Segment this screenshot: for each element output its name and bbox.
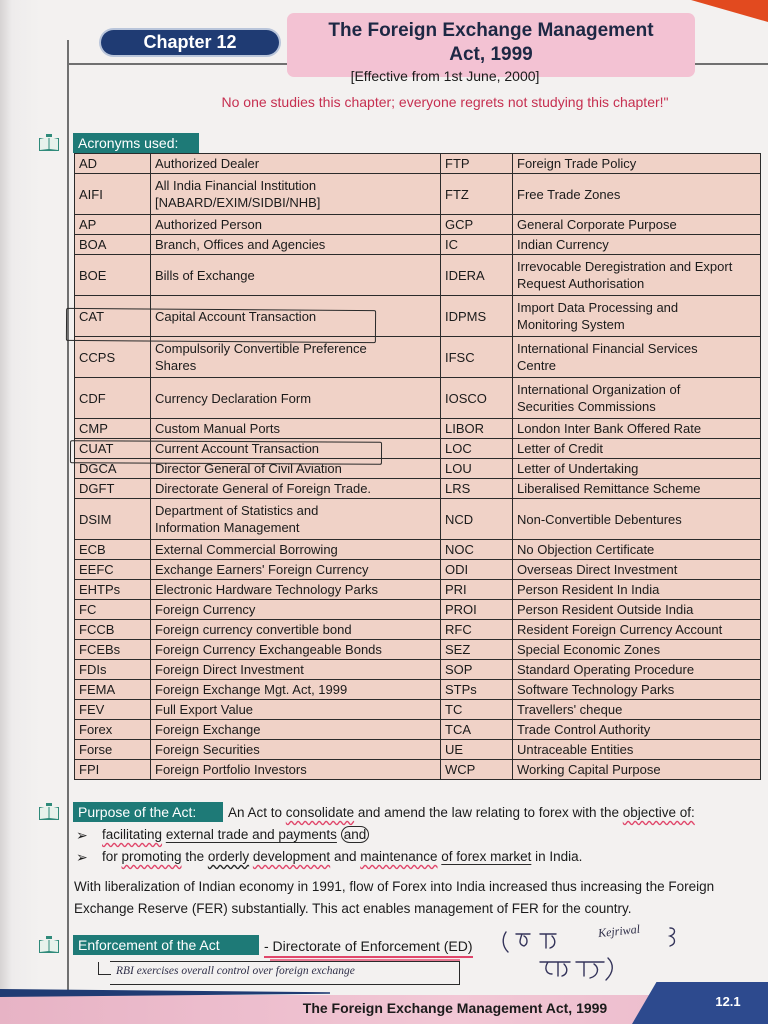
expansion-cell: Overseas Direct Investment [513, 560, 761, 579]
acronym-cell: FPI [75, 760, 151, 779]
expansion-cell: All India Financial Institution [NABARD/EXIM/SIDBI/NHB] [151, 174, 441, 214]
acronym-cell: AIFI [75, 174, 151, 214]
expansion-cell: International Organization of Securities Commissions [513, 378, 761, 418]
expansion-cell: No Objection Certificate [513, 540, 761, 559]
expansion-cell: Foreign currency convertible bond [151, 620, 441, 639]
expansion-cell: Custom Manual Ports [151, 419, 441, 438]
acronym-row [75, 640, 761, 660]
acronym-cell: FCEBs [75, 640, 151, 659]
expansion-cell: Foreign Direct Investment [151, 660, 441, 679]
acronym-cell: Forse [75, 740, 151, 759]
acronym-row [75, 620, 761, 640]
expansion-cell: Compulsorily Convertible Preference Shares [151, 337, 441, 377]
text-segment: for [102, 849, 122, 864]
acronym-cell: CCPS [75, 337, 151, 377]
acronym-cell: FDIs [75, 660, 151, 679]
chapter-tagline: No one studies this chapter; everyone regrets not studying this chapter!" [221, 94, 669, 110]
expansion-cell: Untraceable Entities [513, 740, 761, 759]
acronyms-label: Acronyms used: [73, 133, 199, 153]
acronym-cell: ODI [441, 560, 513, 579]
annotated-text: orderly [207, 849, 250, 864]
expansion-cell: Capital Account Transaction [151, 296, 441, 336]
effective-date: [Effective from 1st June, 2000] [350, 68, 540, 84]
expansion-cell: Indian Currency [513, 235, 761, 254]
expansion-cell: Import Data Processing and Monitoring System [513, 296, 761, 336]
acronym-cell: AD [75, 154, 151, 173]
acronym-row [75, 540, 761, 560]
expansion-cell: Foreign Portfolio Investors [151, 760, 441, 779]
acronym-row [75, 720, 761, 740]
pen-box-annotation [70, 440, 382, 465]
acronym-cell: RFC [441, 620, 513, 639]
expansion-cell: Foreign Exchange Mgt. Act, 1999 [151, 680, 441, 699]
annotated-text: objective of: [622, 805, 695, 820]
expansion-cell: Foreign Currency Exchangeable Bonds [151, 640, 441, 659]
acronyms-table [74, 153, 761, 780]
acronym-cell: CMP [75, 419, 151, 438]
acronym-row [75, 337, 761, 378]
annotated-text: facilitating [102, 827, 163, 842]
acronym-cell: IFSC [441, 337, 513, 377]
expansion-cell: Authorized Person [151, 215, 441, 234]
enforcement-authority: - Directorate of Enforcement (ED) [264, 936, 473, 958]
acronym-cell: SOP [441, 660, 513, 679]
acronym-cell: WCP [441, 760, 513, 779]
acronym-cell: FEV [75, 700, 151, 719]
expansion-cell: Directorate General of Foreign Trade. [151, 479, 441, 498]
expansion-cell: Free Trade Zones [513, 174, 761, 214]
expansion-cell: Foreign Trade Policy [513, 154, 761, 173]
acronym-cell: DGFT [75, 479, 151, 498]
annotated-text: external trade and payments [165, 827, 337, 842]
annotated-text: development [252, 849, 331, 864]
expansion-cell: Bills of Exchange [151, 255, 441, 295]
acronym-cell: Forex [75, 720, 151, 739]
chapter-title-line: The Foreign Exchange Management [328, 20, 654, 41]
acronym-cell: CAT [75, 296, 151, 336]
expansion-cell: Travellers' cheque [513, 700, 761, 719]
acronym-row [75, 235, 761, 255]
acronym-cell: BOE [75, 255, 151, 295]
acronym-cell: SEZ [441, 640, 513, 659]
purpose-label: Purpose of the Act: [73, 802, 223, 822]
acronym-cell: FTP [441, 154, 513, 173]
acronym-cell: LRS [441, 479, 513, 498]
text-segment: and amend the law relating to forex with the [354, 805, 623, 820]
expansion-cell: Letter of Credit [513, 439, 761, 458]
text-segment: An Act to [228, 805, 286, 820]
acronym-cell: PROI [441, 600, 513, 619]
book-icon [38, 803, 60, 821]
acronym-cell: TC [441, 700, 513, 719]
expansion-cell: External Commercial Borrowing [151, 540, 441, 559]
expansion-cell: International Financial Services Centre [513, 337, 761, 377]
acronym-cell: IC [441, 235, 513, 254]
acronym-cell: IOSCO [441, 378, 513, 418]
expansion-cell: Letter of Undertaking [513, 459, 761, 478]
expansion-cell: Resident Foreign Currency Account [513, 620, 761, 639]
expansion-cell: Person Resident In India [513, 580, 761, 599]
context-paragraph: With liberalization of Indian economy in 1991, flow of Forex into India increased thus increasing the Foreign Exchange Reserve (FER) substantially. This act enables management of FER for the country. [74, 879, 715, 916]
expansion-cell: Working Capital Purpose [513, 760, 761, 779]
expansion-cell: Foreign Exchange [151, 720, 441, 739]
acronym-cell: LOU [441, 459, 513, 478]
book-icon [38, 936, 60, 954]
expansion-cell: Branch, Offices and Agencies [151, 235, 441, 254]
annotated-text: promoting [121, 849, 182, 864]
acronym-cell: UE [441, 740, 513, 759]
arrow-bullet-icon: ➢ [76, 827, 88, 843]
book-icon [38, 134, 60, 152]
expansion-cell: Director General of Civil Aviation [151, 459, 441, 478]
acronym-cell: TCA [441, 720, 513, 739]
acronym-cell: FTZ [441, 174, 513, 214]
annotated-text: and [341, 826, 370, 843]
acronym-row [75, 700, 761, 720]
acronym-row [75, 680, 761, 700]
expansion-cell: General Corporate Purpose [513, 215, 761, 234]
acronym-cell: FC [75, 600, 151, 619]
purpose-bullet [102, 825, 369, 845]
acronym-cell: STPs [441, 680, 513, 699]
purpose-bullet [102, 847, 582, 867]
arrow-bullet-icon: ➢ [76, 849, 88, 865]
acronym-cell: IDPMS [441, 296, 513, 336]
acronym-cell: EHTPs [75, 580, 151, 599]
annotated-text: maintenance [360, 849, 438, 864]
text-segment: and [330, 849, 361, 864]
expansion-cell: Foreign Securities [151, 740, 441, 759]
acronym-row [75, 499, 761, 540]
acronym-row [75, 419, 761, 439]
expansion-cell: Special Economic Zones [513, 640, 761, 659]
acronym-cell: DSIM [75, 499, 151, 539]
enforcement-label: Enforcement of the Act [73, 935, 259, 955]
purpose-intro [228, 803, 695, 823]
acronym-row [75, 740, 761, 760]
chapter-title-line: Act, 1999 [449, 44, 533, 65]
acronym-cell: IDERA [441, 255, 513, 295]
expansion-cell: Standard Operating Procedure [513, 660, 761, 679]
expansion-cell: Liberalised Remittance Scheme [513, 479, 761, 498]
expansion-cell: London Inter Bank Offered Rate [513, 419, 761, 438]
expansion-cell: Foreign Currency [151, 600, 441, 619]
acronym-row [75, 215, 761, 235]
acronym-cell: FCCB [75, 620, 151, 639]
expansion-cell: Current Account Transaction [151, 439, 441, 458]
expansion-cell: Irrevocable Deregistration and Export Request Authorisation [513, 255, 761, 295]
acronym-cell: LOC [441, 439, 513, 458]
handwritten-side-note: Kejriwal [597, 921, 641, 941]
acronym-cell: CDF [75, 378, 151, 418]
expansion-cell: Software Technology Parks [513, 680, 761, 699]
acronym-row [75, 600, 761, 620]
acronym-cell: PRI [441, 580, 513, 599]
margin-line-vertical [67, 40, 69, 990]
acronym-cell: EEFC [75, 560, 151, 579]
expansion-cell: Non-Convertible Debentures [513, 499, 761, 539]
acronym-cell: ECB [75, 540, 151, 559]
footer-title: The Foreign Exchange Management Act, 1999 [302, 1000, 608, 1016]
acronym-row [75, 660, 761, 680]
expansion-cell: Trade Control Authority [513, 720, 761, 739]
acronym-cell: DGCA [75, 459, 151, 478]
expansion-cell: Authorized Dealer [151, 154, 441, 173]
acronym-cell: BOA [75, 235, 151, 254]
handwritten-note: RBI exercises overall control over foreign exchange [116, 965, 355, 977]
expansion-cell: Person Resident Outside India [513, 600, 761, 619]
page-number: 12.1 [715, 994, 741, 1009]
acronym-row [75, 255, 761, 296]
acronym-cell: CUAT [75, 439, 151, 458]
acronym-cell: GCP [441, 215, 513, 234]
acronym-row [75, 580, 761, 600]
annotated-text: of forex market [441, 849, 532, 864]
expansion-cell: Department of Statistics and Information Management [151, 499, 441, 539]
acronym-cell: LIBOR [441, 419, 513, 438]
expansion-cell: Currency Declaration Form [151, 378, 441, 418]
acronym-cell: NCD [441, 499, 513, 539]
acronym-row [75, 760, 761, 780]
acronym-row [75, 479, 761, 499]
pen-box-annotation [66, 308, 376, 343]
acronym-row [75, 154, 761, 174]
text-segment: the [181, 849, 208, 864]
acronym-row [75, 560, 761, 580]
acronym-cell: AP [75, 215, 151, 234]
annotated-text: consolidate [285, 805, 355, 820]
acronym-row [75, 378, 761, 419]
text-segment: in India. [531, 849, 583, 864]
chapter-badge: Chapter 12 [101, 30, 279, 55]
expansion-cell: Exchange Earners' Foreign Currency [151, 560, 441, 579]
expansion-cell: Full Export Value [151, 700, 441, 719]
expansion-cell: Electronic Hardware Technology Parks [151, 580, 441, 599]
acronym-cell: NOC [441, 540, 513, 559]
acronym-cell: FEMA [75, 680, 151, 699]
acronym-row [75, 174, 761, 215]
